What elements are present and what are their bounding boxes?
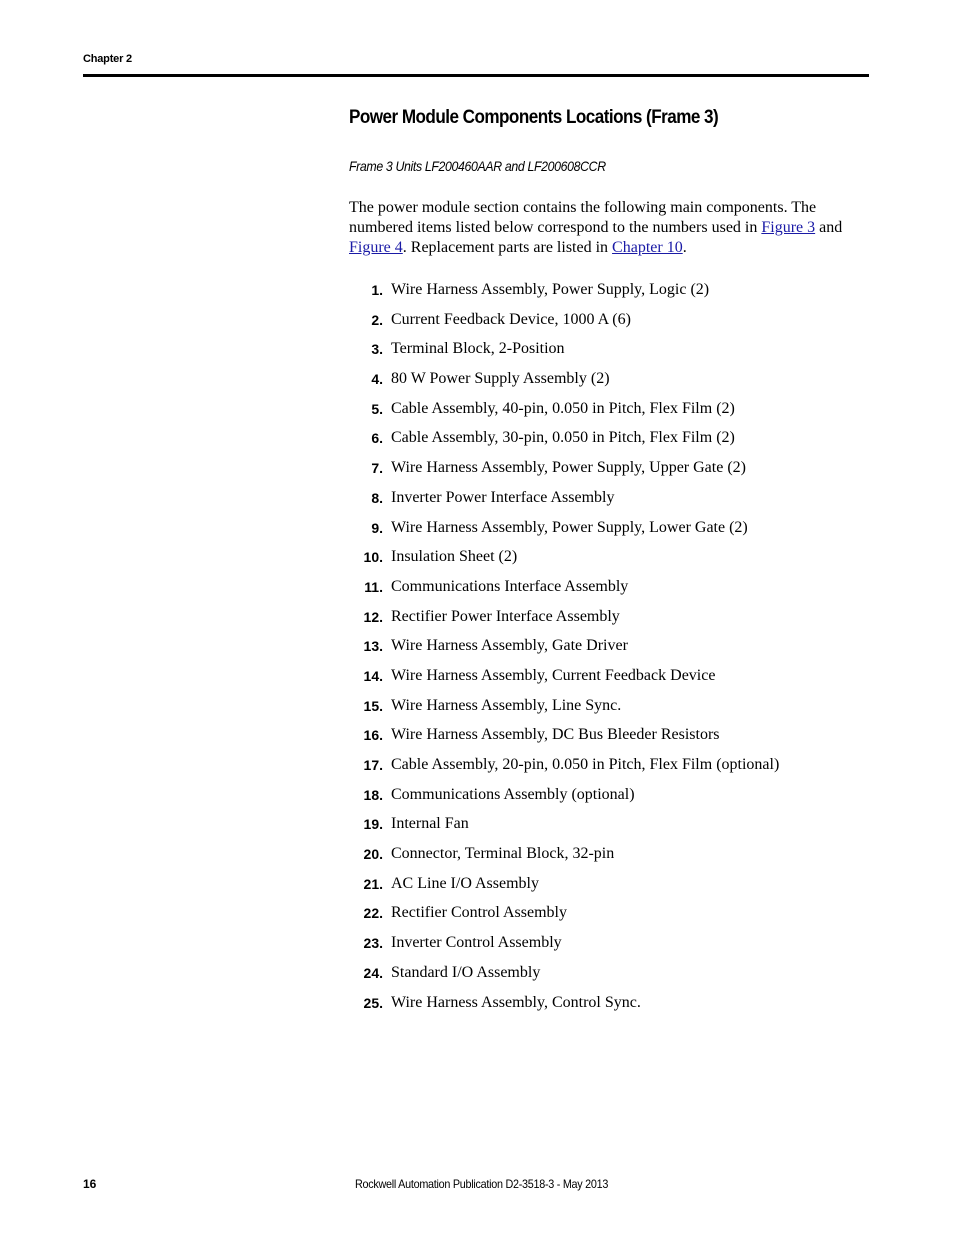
- list-item-text: Inverter Control Assembly: [391, 934, 562, 952]
- list-item-text: AC Line I/O Assembly: [391, 874, 539, 892]
- list-item-number: 16.: [363, 727, 383, 744]
- intro-text-1: The power module section contains the following main components. The numbered items listed below correspond to the numbers used in: [349, 199, 817, 236]
- list-item-number: 3.: [371, 341, 383, 358]
- list-item: [349, 397, 735, 427]
- list-item-text: Wire Harness Assembly, Gate Driver: [391, 637, 628, 655]
- list-item: [349, 664, 716, 694]
- list-item-text: Current Feedback Device, 1000 A (6): [391, 310, 631, 328]
- list-item-number: 13.: [363, 638, 383, 655]
- list-item-text: Standard I/O Assembly: [391, 963, 541, 981]
- list-item-text: Wire Harness Assembly, Line Sync.: [391, 696, 622, 714]
- list-item-number: 9.: [371, 519, 383, 536]
- chapter-10-link[interactable]: Chapter 10: [612, 239, 683, 256]
- list-item-number: 21.: [363, 875, 383, 892]
- list-item: [349, 308, 631, 338]
- list-item-text: Communications Assembly (optional): [391, 785, 635, 803]
- list-item-number: 17.: [363, 757, 383, 773]
- list-item: [349, 901, 567, 931]
- intro-text-3: . Replacement parts are listed in: [402, 239, 613, 256]
- list-item-text: Communications Interface Assembly: [391, 577, 629, 595]
- section-subtitle: Frame 3 Units LF200460AAR and LF200608CCR: [349, 158, 606, 174]
- list-item: [349, 486, 615, 516]
- list-item-text: Wire Harness Assembly, Power Supply, Upper Gate (2): [391, 459, 746, 477]
- list-item-number: 6.: [371, 430, 383, 447]
- list-item: [349, 694, 622, 724]
- list-item: [349, 991, 641, 1021]
- list-item-text: Rectifier Power Interface Assembly: [391, 607, 620, 625]
- list-item: [349, 961, 541, 991]
- section-title: Power Module Components Locations (Frame 3): [349, 107, 719, 128]
- list-item: [349, 367, 610, 397]
- list-item-number: 5.: [371, 400, 383, 417]
- list-item-text: 80 W Power Supply Assembly (2): [391, 370, 610, 388]
- list-item-number: 12.: [363, 608, 383, 625]
- list-item: [349, 605, 620, 635]
- list-item-text: Wire Harness Assembly, DC Bus Bleeder Resistors: [391, 726, 720, 744]
- figure-4-link[interactable]: Figure 4: [349, 239, 403, 256]
- publication-info: Rockwell Automation Publication D2-3518-3 - May 2013: [355, 1177, 609, 1191]
- list-item: [349, 634, 628, 664]
- list-item-number: 4.: [371, 371, 383, 388]
- list-item: [349, 456, 746, 486]
- list-item: [349, 753, 780, 783]
- list-item-number: 2.: [371, 311, 383, 328]
- list-item-number: 7.: [371, 460, 383, 477]
- list-item: [349, 783, 635, 813]
- page-number: 16: [83, 1177, 97, 1191]
- header-divider: [83, 74, 869, 77]
- intro-paragraph: [349, 198, 859, 258]
- list-item-text: Cable Assembly, 20-pin, 0.050 in Pitch, Flex Film (optional): [391, 756, 780, 773]
- list-item-text: Insulation Sheet (2): [391, 548, 518, 566]
- list-item-number: 23.: [363, 935, 383, 952]
- figure-3-link[interactable]: Figure 3: [761, 219, 816, 236]
- intro-text-2: and: [815, 219, 843, 236]
- list-item-number: 25.: [363, 994, 383, 1011]
- list-item: [349, 842, 615, 872]
- list-item-number: 1.: [371, 282, 383, 298]
- list-item-number: 22.: [363, 905, 383, 922]
- list-item-number: 10.: [363, 549, 383, 566]
- list-item: [349, 812, 469, 842]
- list-item: [349, 872, 539, 902]
- list-item-number: 15.: [363, 697, 383, 714]
- list-item-number: 24.: [363, 964, 383, 981]
- list-item-number: 8.: [371, 489, 383, 506]
- list-item: [349, 931, 562, 961]
- intro-text-4: .: [682, 239, 687, 256]
- list-item-number: 19.: [363, 816, 383, 833]
- list-item-text: Terminal Block, 2-Position: [391, 340, 565, 358]
- list-item-number: 20.: [363, 846, 383, 863]
- list-item-text: Rectifier Control Assembly: [391, 904, 567, 922]
- list-item-text: Cable Assembly, 30-pin, 0.050 in Pitch, Flex Film (2): [391, 429, 735, 447]
- list-item-text: Connector, Terminal Block, 32-pin: [391, 845, 615, 863]
- list-item-text: Wire Harness Assembly, Power Supply, Logic (2): [391, 281, 710, 298]
- chapter-label: Chapter 2: [83, 53, 132, 65]
- components-list: [349, 278, 780, 1020]
- list-item: [349, 426, 735, 456]
- list-item: [349, 575, 629, 605]
- list-item-text: Inverter Power Interface Assembly: [391, 488, 615, 506]
- list-item-text: Wire Harness Assembly, Power Supply, Lower Gate (2): [391, 518, 748, 536]
- list-item-text: Cable Assembly, 40-pin, 0.050 in Pitch, Flex Film (2): [391, 399, 735, 417]
- list-item: [349, 723, 720, 753]
- list-item: [349, 278, 710, 308]
- list-item-number: 11.: [364, 578, 383, 595]
- list-item: [349, 545, 518, 575]
- list-item: [349, 516, 748, 546]
- list-item-number: 18.: [363, 786, 383, 803]
- list-item-text: Wire Harness Assembly, Current Feedback Device: [391, 666, 716, 684]
- list-item: [349, 337, 565, 367]
- list-item-text: Internal Fan: [391, 815, 469, 833]
- list-item-text: Wire Harness Assembly, Control Sync.: [391, 993, 641, 1011]
- list-item-number: 14.: [363, 667, 383, 684]
